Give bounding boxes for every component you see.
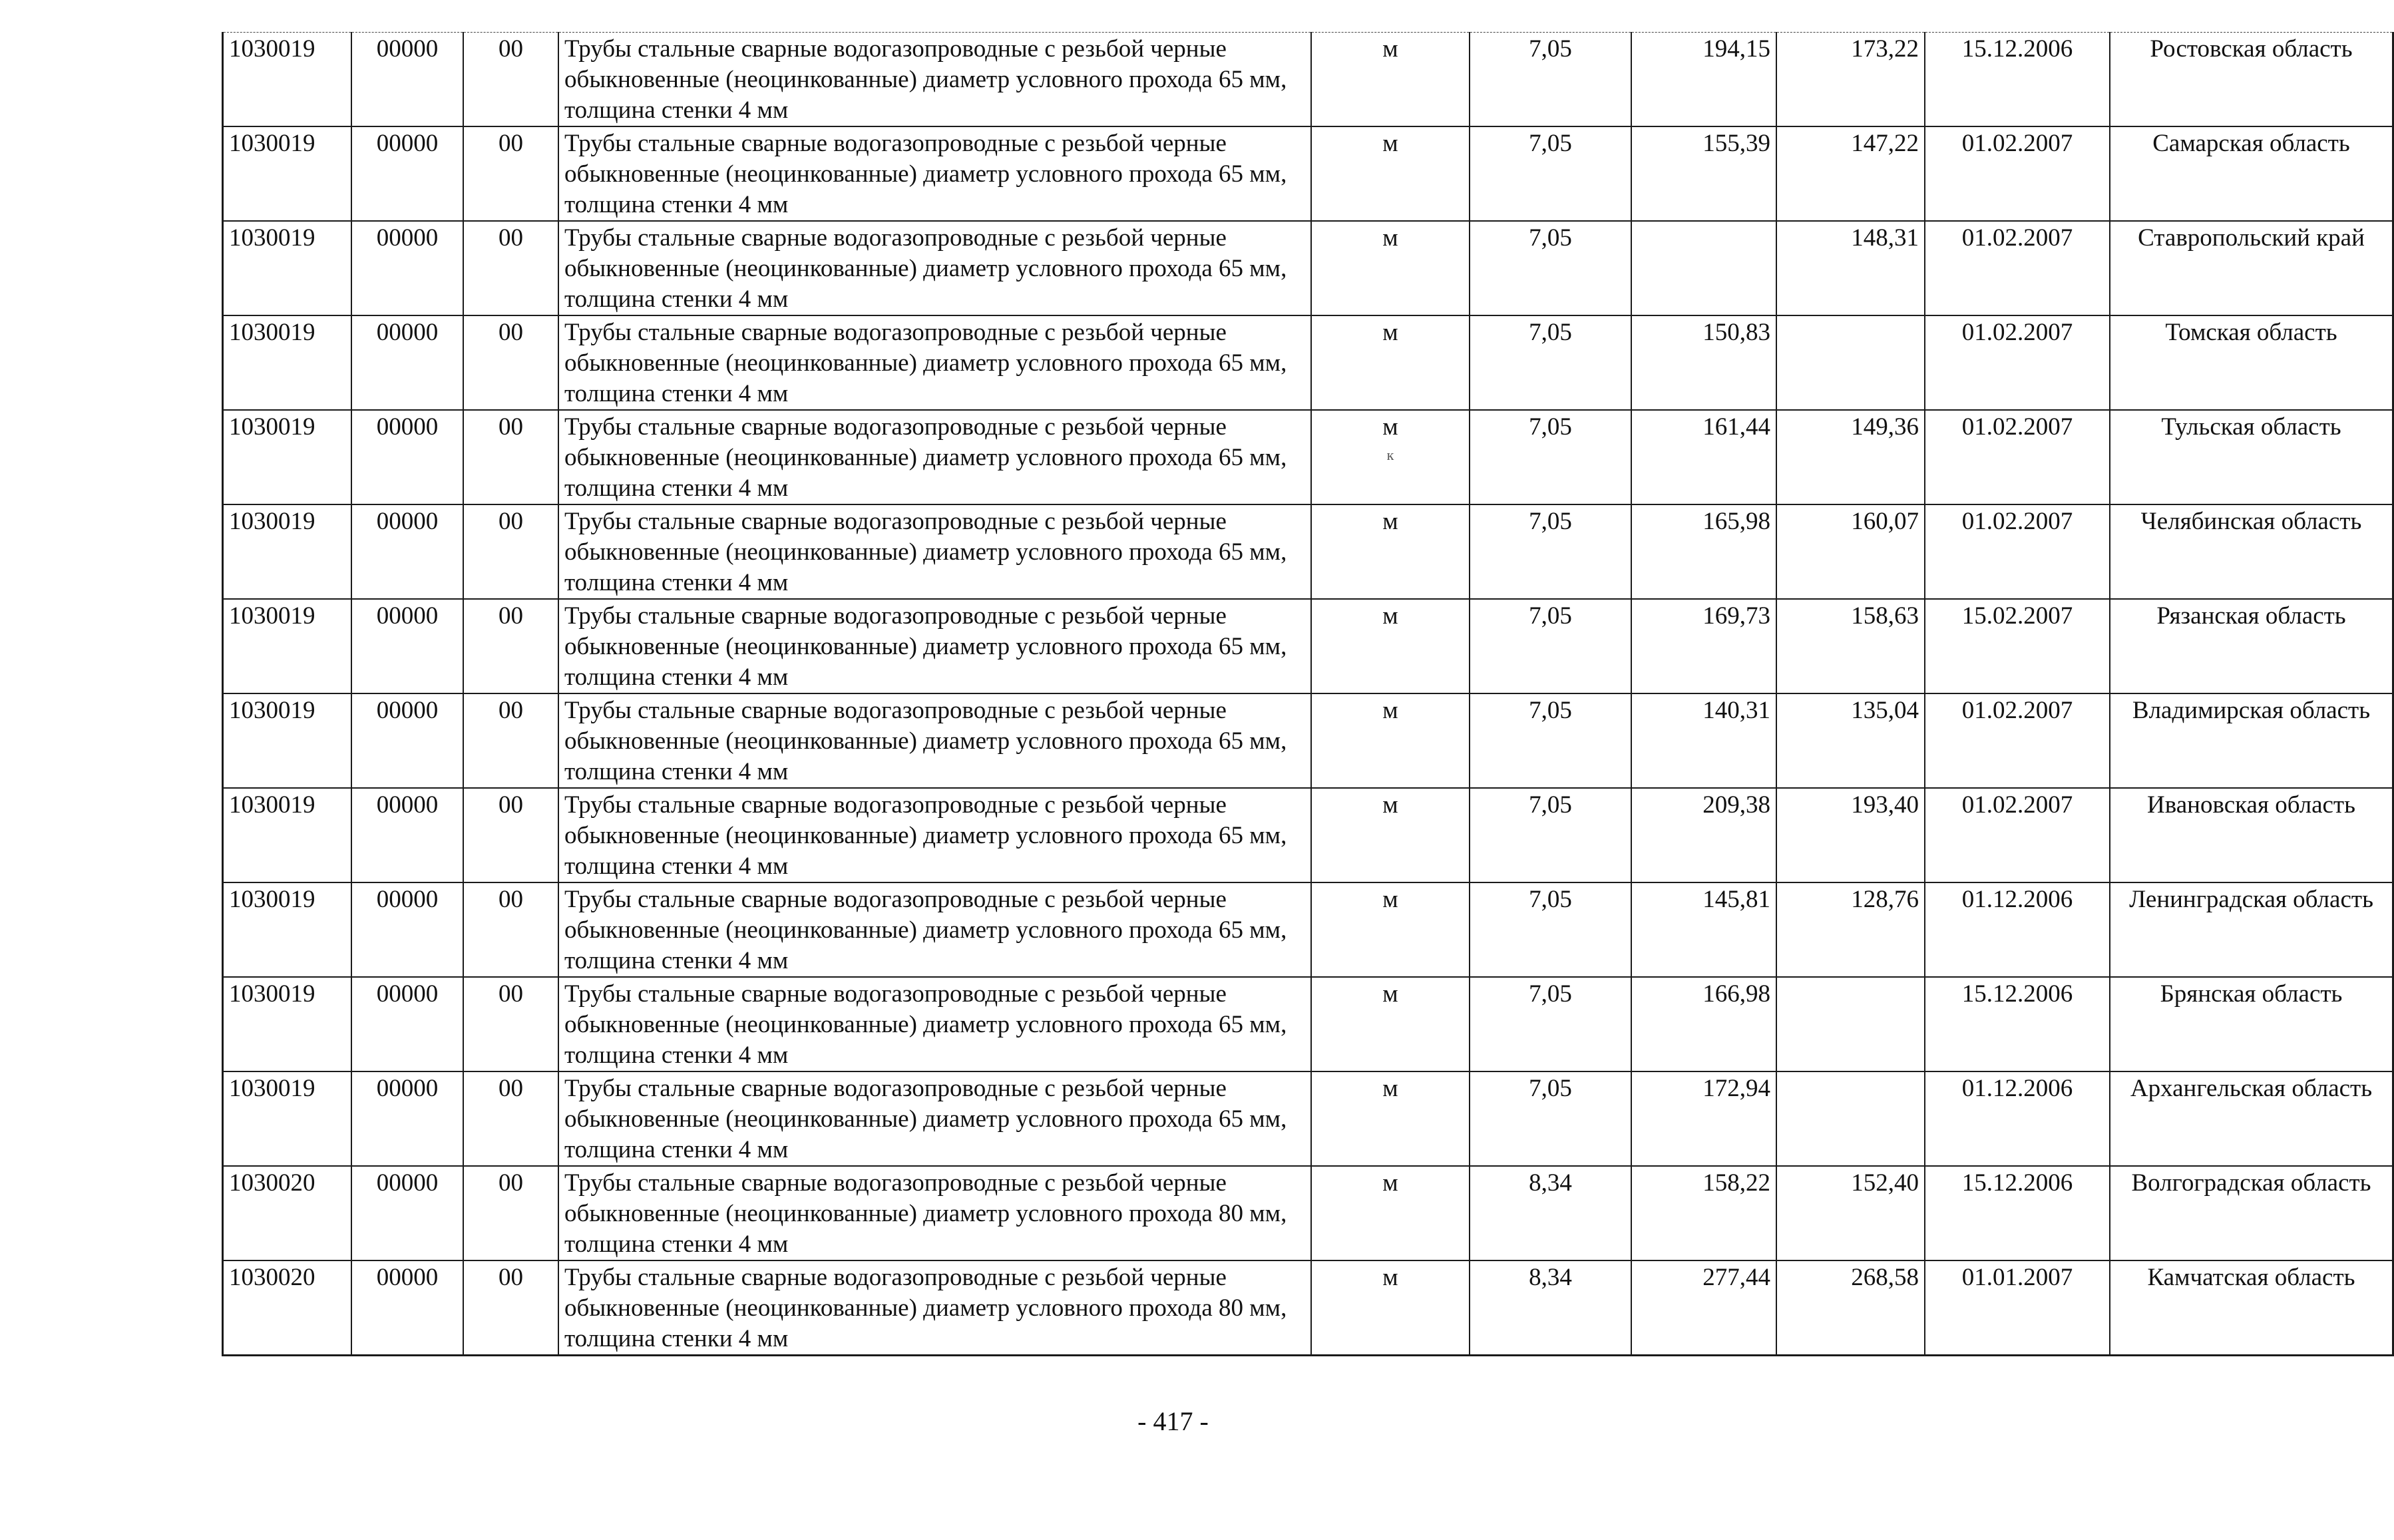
date-cell	[1925, 693, 2110, 788]
region-cell	[2110, 788, 2393, 882]
table-row	[223, 33, 2393, 127]
material-name-cell-text: Трубы стальные сварные водогазопроводные с резьбой черные обыкновенные (неоцинкованные) диаметр условного прохода 65 мм, толщина стенки 4 мм	[564, 697, 1287, 785]
date-cell-text: 01.02.2007	[1961, 413, 2073, 441]
unit-cell	[1311, 977, 1470, 1071]
subcode-cell	[351, 599, 463, 693]
subcode-cell	[351, 33, 463, 127]
price-with-vat-cell	[1631, 599, 1776, 693]
table-row	[223, 1071, 2393, 1166]
price-with-vat-cell-text: 155,39	[1702, 130, 1770, 157]
unit-cell-text: м	[1382, 791, 1398, 819]
suffix-cell	[463, 882, 558, 977]
page-number: - 417 -	[1137, 1406, 1209, 1436]
subcode-cell	[351, 693, 463, 788]
suffix-cell	[463, 126, 558, 221]
code-cell	[223, 126, 352, 221]
region-cell	[2110, 882, 2393, 977]
price-with-vat-cell-text: 150,83	[1702, 319, 1770, 346]
price-with-vat-cell	[1631, 693, 1776, 788]
suffix-cell	[463, 1166, 558, 1260]
subcode-cell-text: 00000	[376, 886, 439, 913]
material-name-cell	[558, 599, 1311, 693]
code-cell-text: 1030019	[229, 602, 315, 630]
unit-cell	[1311, 693, 1470, 788]
quantity-cell	[1470, 1166, 1631, 1260]
quantity-cell-text: 8,34	[1529, 1264, 1572, 1291]
unit-cell	[1311, 1260, 1470, 1356]
price-with-vat-cell	[1631, 33, 1776, 127]
price-with-vat-cell	[1631, 410, 1776, 504]
quantity-cell	[1470, 882, 1631, 977]
subcode-cell-text: 00000	[376, 130, 439, 157]
quantity-cell	[1470, 126, 1631, 221]
table-row	[223, 1260, 2393, 1356]
material-name-cell-text: Трубы стальные сварные водогазопроводные с резьбой черные обыкновенные (неоцинкованные) диаметр условного прохода 80 мм, толщина стенки 4 мм	[564, 1264, 1287, 1352]
material-name-cell	[558, 1260, 1311, 1356]
code-cell	[223, 1166, 352, 1260]
unit-cell-text: м	[1382, 413, 1398, 441]
suffix-cell	[463, 221, 558, 315]
region-cell	[2110, 1071, 2393, 1166]
price-without-vat-cell-text: 149,36	[1851, 413, 1919, 441]
subcode-cell	[351, 315, 463, 410]
date-cell	[1925, 221, 2110, 315]
price-without-vat-cell-text: 147,22	[1851, 130, 1919, 157]
suffix-cell-text: 00	[499, 319, 523, 346]
subcode-cell-text: 00000	[376, 35, 439, 63]
quantity-cell	[1470, 1071, 1631, 1166]
subcode-cell	[351, 882, 463, 977]
subcode-cell	[351, 977, 463, 1071]
subcode-cell-text: 00000	[376, 791, 439, 819]
quantity-cell	[1470, 1260, 1631, 1356]
price-without-vat-cell	[1776, 504, 1925, 599]
region-cell-text: Брянская область	[2160, 980, 2343, 1008]
date-cell-text: 01.02.2007	[1961, 508, 2073, 535]
code-cell-text: 1030019	[229, 319, 315, 346]
suffix-cell-text: 00	[499, 413, 523, 441]
date-cell	[1925, 1166, 2110, 1260]
price-without-vat-cell-text: 160,07	[1851, 508, 1919, 535]
price-with-vat-cell-text: 140,31	[1702, 697, 1770, 724]
quantity-cell	[1470, 33, 1631, 127]
price-without-vat-cell	[1776, 126, 1925, 221]
code-cell	[223, 504, 352, 599]
suffix-cell	[463, 33, 558, 127]
price-with-vat-cell	[1631, 1260, 1776, 1356]
date-cell	[1925, 410, 2110, 504]
date-cell-text: 01.02.2007	[1961, 791, 2073, 819]
table-row	[223, 882, 2393, 977]
region-cell-text: Волгоградская область	[2131, 1169, 2371, 1197]
code-cell-text: 1030019	[229, 413, 315, 441]
table-row	[223, 410, 2393, 504]
quantity-cell-text: 7,05	[1529, 508, 1572, 535]
suffix-cell-text: 00	[499, 602, 523, 630]
quantity-cell-text: 8,34	[1529, 1169, 1572, 1197]
price-without-vat-cell	[1776, 1166, 1925, 1260]
quantity-cell	[1470, 410, 1631, 504]
quantity-cell	[1470, 693, 1631, 788]
region-cell-text: Ивановская область	[2147, 791, 2355, 819]
unit-cell-text: м	[1382, 319, 1398, 346]
date-cell	[1925, 33, 2110, 127]
unit-cell-text: м	[1382, 886, 1398, 913]
quantity-cell-text: 7,05	[1529, 602, 1572, 630]
price-with-vat-cell-text: 277,44	[1702, 1264, 1770, 1291]
region-cell-text: Томская область	[2165, 319, 2337, 346]
code-cell-text: 1030020	[229, 1264, 315, 1291]
region-cell	[2110, 126, 2393, 221]
quantity-cell-text: 7,05	[1529, 1075, 1572, 1102]
subcode-cell	[351, 221, 463, 315]
suffix-cell	[463, 315, 558, 410]
date-cell-text: 01.02.2007	[1961, 319, 2073, 346]
price-with-vat-cell-text: 209,38	[1702, 791, 1770, 819]
suffix-cell	[463, 1071, 558, 1166]
table-body	[223, 33, 2393, 1356]
suffix-cell	[463, 788, 558, 882]
subcode-cell-text: 00000	[376, 224, 439, 252]
suffix-cell-text: 00	[499, 224, 523, 252]
price-with-vat-cell	[1631, 1071, 1776, 1166]
price-with-vat-cell	[1631, 882, 1776, 977]
unit-cell	[1311, 315, 1470, 410]
code-cell	[223, 882, 352, 977]
subcode-cell-text: 00000	[376, 1169, 439, 1197]
material-name-cell-text: Трубы стальные сварные водогазопроводные с резьбой черные обыкновенные (неоцинкованные) диаметр условного прохода 65 мм, толщина стенки 4 мм	[564, 602, 1287, 691]
price-without-vat-cell-text: 135,04	[1851, 697, 1919, 724]
quantity-cell	[1470, 315, 1631, 410]
subcode-cell	[351, 1260, 463, 1356]
code-cell	[223, 315, 352, 410]
material-name-cell	[558, 882, 1311, 977]
price-with-vat-cell	[1631, 1166, 1776, 1260]
code-cell-text: 1030019	[229, 35, 315, 63]
price-without-vat-cell-text: 152,40	[1851, 1169, 1919, 1197]
date-cell-text: 15.02.2007	[1961, 602, 2073, 630]
material-name-cell	[558, 1166, 1311, 1260]
unit-cell	[1311, 599, 1470, 693]
code-cell	[223, 693, 352, 788]
unit-cell-text: м	[1382, 980, 1398, 1008]
code-cell	[223, 788, 352, 882]
price-table	[222, 32, 2394, 1356]
material-name-cell	[558, 1071, 1311, 1166]
quantity-cell	[1470, 599, 1631, 693]
quantity-cell-text: 7,05	[1529, 224, 1572, 252]
region-cell-text: Ленинградская область	[2129, 886, 2373, 913]
price-without-vat-cell	[1776, 882, 1925, 977]
suffix-cell-text: 00	[499, 35, 523, 63]
unit-cell-text: м	[1382, 697, 1398, 724]
material-name-cell-text: Трубы стальные сварные водогазопроводные с резьбой черные обыкновенные (неоцинкованные) диаметр условного прохода 65 мм, толщина стенки 4 мм	[564, 886, 1287, 974]
price-with-vat-cell-text: 165,98	[1702, 508, 1770, 535]
unit-cell	[1311, 504, 1470, 599]
region-cell-text: Ставропольский край	[2138, 224, 2365, 252]
quantity-cell-text: 7,05	[1529, 886, 1572, 913]
price-with-vat-cell-text: 145,81	[1702, 886, 1770, 913]
suffix-cell-text: 00	[499, 791, 523, 819]
subcode-cell	[351, 126, 463, 221]
unit-cell	[1311, 126, 1470, 221]
code-cell-text: 1030019	[229, 980, 315, 1008]
price-with-vat-cell	[1631, 504, 1776, 599]
unit-cell-text: м	[1382, 1264, 1398, 1291]
region-cell	[2110, 693, 2393, 788]
price-with-vat-cell	[1631, 977, 1776, 1071]
code-cell-text: 1030020	[229, 1169, 315, 1197]
material-name-cell	[558, 693, 1311, 788]
quantity-cell-text: 7,05	[1529, 413, 1572, 441]
price-without-vat-cell	[1776, 693, 1925, 788]
region-cell	[2110, 1166, 2393, 1260]
region-cell	[2110, 221, 2393, 315]
material-name-cell-text: Трубы стальные сварные водогазопроводные с резьбой черные обыкновенные (неоцинкованные) диаметр условного прохода 65 мм, толщина стенки 4 мм	[564, 35, 1287, 124]
date-cell-text: 01.12.2006	[1961, 886, 2073, 913]
region-cell-text: Камчатская область	[2147, 1264, 2355, 1291]
price-without-vat-cell	[1776, 221, 1925, 315]
price-with-vat-cell-text: 166,98	[1702, 980, 1770, 1008]
price-without-vat-cell-text: 158,63	[1851, 602, 1919, 630]
material-name-cell-text: Трубы стальные сварные водогазопроводные с резьбой черные обыкновенные (неоцинкованные) диаметр условного прохода 65 мм, толщина стенки 4 мм	[564, 130, 1287, 218]
material-name-cell-text: Трубы стальные сварные водогазопроводные с резьбой черные обыкновенные (неоцинкованные) диаметр условного прохода 65 мм, толщина стенки 4 мм	[564, 980, 1287, 1069]
code-cell-text: 1030019	[229, 1075, 315, 1102]
price-without-vat-cell-text: 173,22	[1851, 35, 1919, 63]
unit-cell-text: м	[1382, 35, 1398, 63]
date-cell-text: 01.02.2007	[1961, 697, 2073, 724]
region-cell-text: Рязанская область	[2156, 602, 2346, 630]
material-name-cell	[558, 410, 1311, 504]
suffix-cell-text: 00	[499, 697, 523, 724]
material-name-cell-text: Трубы стальные сварные водогазопроводные с резьбой черные обыкновенные (неоцинкованные) диаметр условного прохода 65 мм, толщина стенки 4 мм	[564, 508, 1287, 596]
price-without-vat-cell-text: 193,40	[1851, 791, 1919, 819]
material-name-cell-text: Трубы стальные сварные водогазопроводные с резьбой черные обыкновенные (неоцинкованные) диаметр условного прохода 65 мм, толщина стенки 4 мм	[564, 319, 1287, 407]
table-row	[223, 1166, 2393, 1260]
table-row	[223, 977, 2393, 1071]
price-with-vat-cell-text: 161,44	[1702, 413, 1770, 441]
region-cell	[2110, 315, 2393, 410]
region-cell-text: Владимирская область	[2132, 697, 2371, 724]
date-cell-text: 15.12.2006	[1961, 980, 2073, 1008]
date-cell	[1925, 1071, 2110, 1166]
subcode-cell-text: 00000	[376, 1264, 439, 1291]
quantity-cell-text: 7,05	[1529, 791, 1572, 819]
date-cell-text: 01.01.2007	[1961, 1264, 2073, 1291]
date-cell-text: 01.12.2006	[1961, 1075, 2073, 1102]
price-with-vat-cell	[1631, 126, 1776, 221]
date-cell	[1925, 126, 2110, 221]
region-cell	[2110, 504, 2393, 599]
date-cell-text: 15.12.2006	[1961, 1169, 2073, 1197]
material-name-cell	[558, 221, 1311, 315]
date-cell-text: 15.12.2006	[1961, 35, 2073, 63]
unit-cell-text: м	[1382, 508, 1398, 535]
code-cell-text: 1030019	[229, 791, 315, 819]
subcode-cell	[351, 788, 463, 882]
unit-cell-text: м	[1382, 224, 1398, 252]
subcode-cell-text: 00000	[376, 697, 439, 724]
date-cell	[1925, 599, 2110, 693]
price-with-vat-cell-text: 194,15	[1702, 35, 1770, 63]
suffix-cell	[463, 1260, 558, 1356]
price-without-vat-cell	[1776, 315, 1925, 410]
date-cell	[1925, 788, 2110, 882]
material-name-cell-text: Трубы стальные сварные водогазопроводные с резьбой черные обыкновенные (неоцинкованные) диаметр условного прохода 80 мм, толщина стенки 4 мм	[564, 1169, 1287, 1258]
code-cell	[223, 1071, 352, 1166]
date-cell	[1925, 977, 2110, 1071]
code-cell-text: 1030019	[229, 697, 315, 724]
unit-cell-text: м	[1382, 602, 1398, 630]
table-row	[223, 221, 2393, 315]
region-cell-text: Самарская область	[2152, 130, 2350, 157]
quantity-cell	[1470, 788, 1631, 882]
subcode-cell-text: 00000	[376, 319, 439, 346]
suffix-cell	[463, 410, 558, 504]
suffix-cell-text: 00	[499, 508, 523, 535]
date-cell	[1925, 504, 2110, 599]
region-cell-text: Тульская область	[2161, 413, 2341, 441]
unit-cell-text: м	[1382, 1075, 1398, 1102]
region-cell	[2110, 599, 2393, 693]
document-sheet	[222, 32, 2373, 1356]
quantity-cell-text: 7,05	[1529, 980, 1572, 1008]
material-name-cell	[558, 504, 1311, 599]
unit-cell	[1311, 410, 1470, 504]
table-row	[223, 599, 2393, 693]
region-cell	[2110, 410, 2393, 504]
quantity-cell	[1470, 977, 1631, 1071]
table-row	[223, 788, 2393, 882]
code-cell	[223, 1260, 352, 1356]
code-cell-text: 1030019	[229, 224, 315, 252]
region-cell	[2110, 33, 2393, 127]
material-name-cell	[558, 126, 1311, 221]
stray-mark: к	[1386, 447, 1394, 463]
region-cell	[2110, 977, 2393, 1071]
subcode-cell-text: 00000	[376, 413, 439, 441]
suffix-cell-text: 00	[499, 1169, 523, 1197]
table-row	[223, 504, 2393, 599]
material-name-cell-text: Трубы стальные сварные водогазопроводные с резьбой черные обыкновенные (неоцинкованные) диаметр условного прохода 65 мм, толщина стенки 4 мм	[564, 413, 1287, 502]
region-cell-text: Архангельская область	[2130, 1075, 2373, 1102]
code-cell-text: 1030019	[229, 886, 315, 913]
suffix-cell-text: 00	[499, 980, 523, 1008]
table-row	[223, 693, 2393, 788]
unit-cell	[1311, 882, 1470, 977]
subcode-cell-text: 00000	[376, 1075, 439, 1102]
price-with-vat-cell	[1631, 788, 1776, 882]
subcode-cell	[351, 1071, 463, 1166]
code-cell	[223, 977, 352, 1071]
material-name-cell-text: Трубы стальные сварные водогазопроводные с резьбой черные обыкновенные (неоцинкованные) диаметр условного прохода 65 мм, толщина стенки 4 мм	[564, 224, 1287, 313]
suffix-cell-text: 00	[499, 1075, 523, 1102]
material-name-cell	[558, 788, 1311, 882]
unit-cell	[1311, 1166, 1470, 1260]
quantity-cell-text: 7,05	[1529, 35, 1572, 63]
price-without-vat-cell	[1776, 599, 1925, 693]
price-without-vat-cell-text: 268,58	[1851, 1264, 1919, 1291]
material-name-cell	[558, 315, 1311, 410]
quantity-cell	[1470, 221, 1631, 315]
unit-cell	[1311, 33, 1470, 127]
suffix-cell-text: 00	[499, 130, 523, 157]
date-cell	[1925, 882, 2110, 977]
region-cell-text: Челябинская область	[2140, 508, 2362, 535]
subcode-cell	[351, 504, 463, 599]
region-cell	[2110, 1260, 2393, 1356]
code-cell-text: 1030019	[229, 130, 315, 157]
code-cell	[223, 33, 352, 127]
suffix-cell-text: 00	[499, 1264, 523, 1291]
unit-cell	[1311, 1071, 1470, 1166]
material-name-cell-text: Трубы стальные сварные водогазопроводные с резьбой черные обыкновенные (неоцинкованные) диаметр условного прохода 65 мм, толщина стенки 4 мм	[564, 791, 1287, 880]
unit-cell-text: м	[1382, 130, 1398, 157]
material-name-cell-text: Трубы стальные сварные водогазопроводные с резьбой черные обыкновенные (неоцинкованные) диаметр условного прохода 65 мм, толщина стенки 4 мм	[564, 1075, 1287, 1163]
material-name-cell	[558, 977, 1311, 1071]
suffix-cell	[463, 599, 558, 693]
price-with-vat-cell	[1631, 315, 1776, 410]
material-name-cell	[558, 33, 1311, 127]
date-cell-text: 01.02.2007	[1961, 130, 2073, 157]
price-without-vat-cell	[1776, 410, 1925, 504]
suffix-cell-text: 00	[499, 886, 523, 913]
price-without-vat-cell	[1776, 33, 1925, 127]
price-without-vat-cell	[1776, 977, 1925, 1071]
table-row	[223, 126, 2393, 221]
price-without-vat-cell	[1776, 1071, 1925, 1166]
unit-cell-text: м	[1382, 1169, 1398, 1197]
suffix-cell	[463, 693, 558, 788]
price-with-vat-cell-text: 169,73	[1702, 602, 1770, 630]
unit-cell	[1311, 788, 1470, 882]
suffix-cell	[463, 977, 558, 1071]
price-without-vat-cell-text: 128,76	[1851, 886, 1919, 913]
quantity-cell-text: 7,05	[1529, 130, 1572, 157]
quantity-cell-text: 7,05	[1529, 319, 1572, 346]
code-cell-text: 1030019	[229, 508, 315, 535]
price-without-vat-cell	[1776, 1260, 1925, 1356]
unit-cell	[1311, 221, 1470, 315]
code-cell	[223, 599, 352, 693]
price-with-vat-cell-text: 158,22	[1702, 1169, 1770, 1197]
table-row	[223, 315, 2393, 410]
date-cell	[1925, 1260, 2110, 1356]
price-without-vat-cell-text: 148,31	[1851, 224, 1919, 252]
price-without-vat-cell	[1776, 788, 1925, 882]
date-cell	[1925, 315, 2110, 410]
subcode-cell	[351, 410, 463, 504]
code-cell	[223, 221, 352, 315]
region-cell-text: Ростовская область	[2150, 35, 2353, 63]
subcode-cell	[351, 1166, 463, 1260]
subcode-cell-text: 00000	[376, 508, 439, 535]
subcode-cell-text: 00000	[376, 602, 439, 630]
quantity-cell	[1470, 504, 1631, 599]
price-with-vat-cell-text: 172,94	[1702, 1075, 1770, 1102]
date-cell-text: 01.02.2007	[1961, 224, 2073, 252]
quantity-cell-text: 7,05	[1529, 697, 1572, 724]
subcode-cell-text: 00000	[376, 980, 439, 1008]
suffix-cell	[463, 504, 558, 599]
code-cell	[223, 410, 352, 504]
price-with-vat-cell	[1631, 221, 1776, 315]
